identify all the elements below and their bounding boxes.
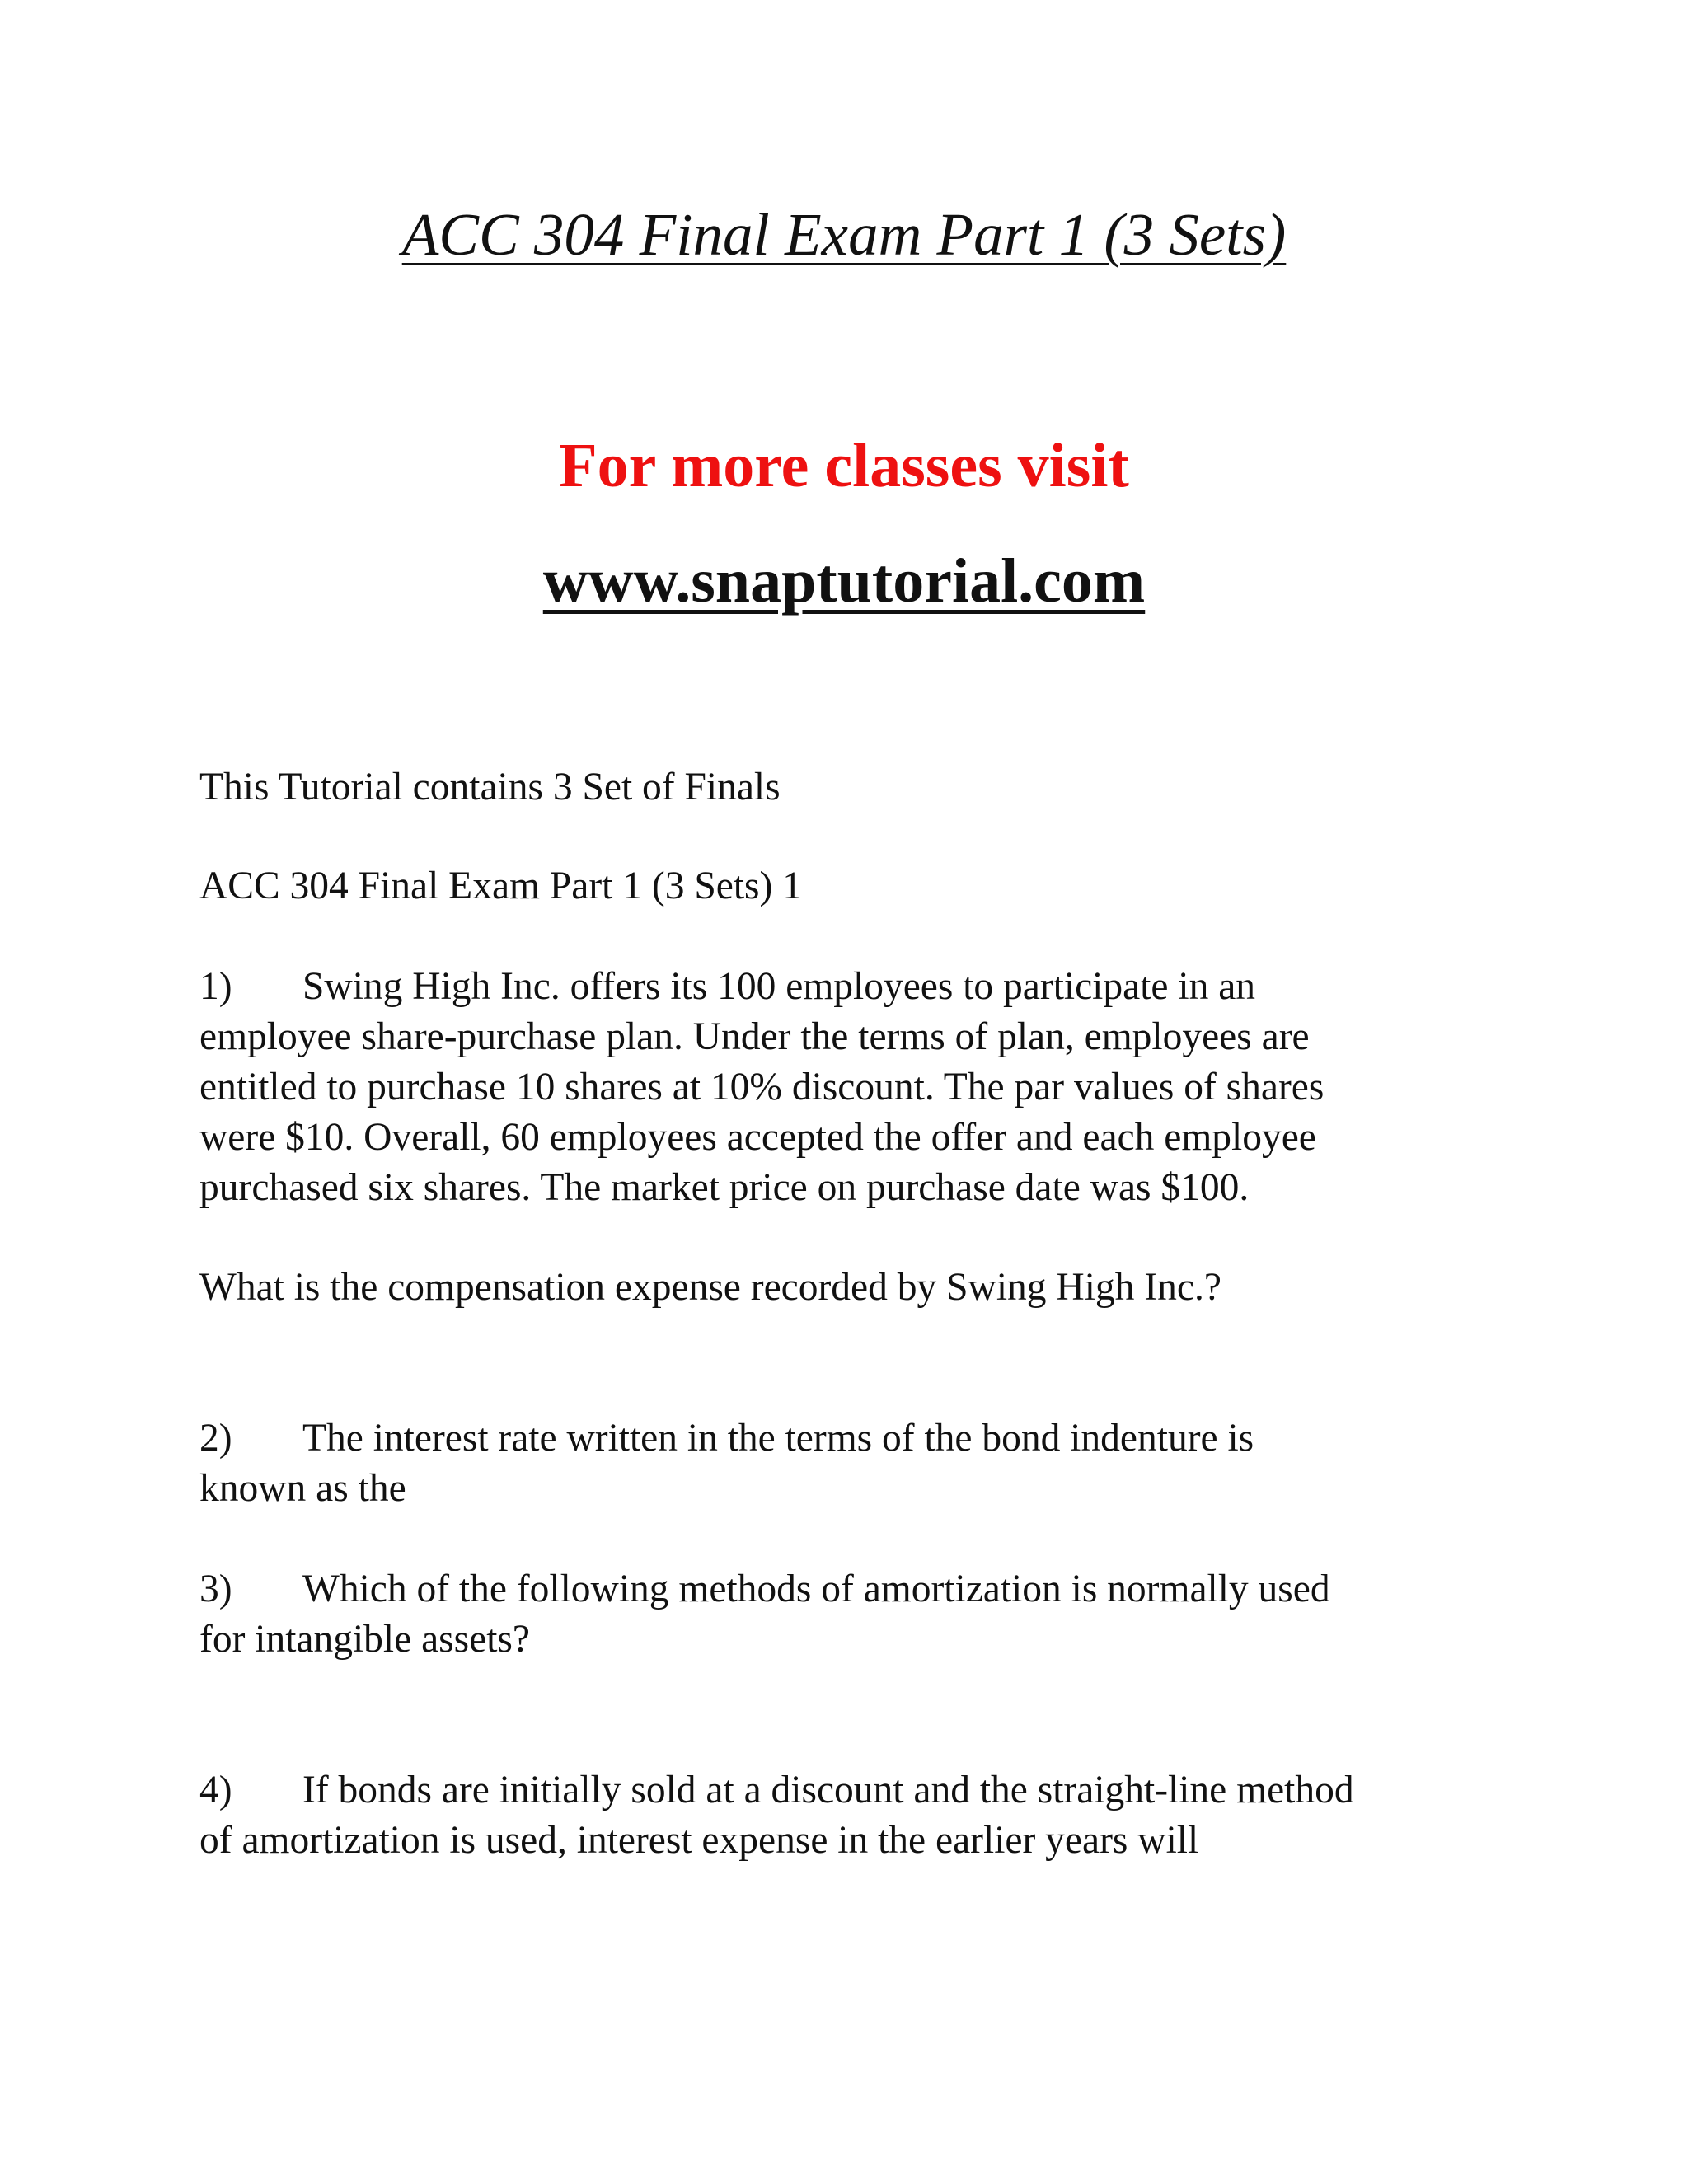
question-text: of amortization is used, interest expense in the earlier years will xyxy=(199,1819,1199,1862)
intro-text: This Tutorial contains 3 Set of Finals xyxy=(199,766,781,808)
question-1-first-line xyxy=(199,962,1324,1012)
question-text: known as the xyxy=(199,1467,406,1510)
question-3-first-line xyxy=(199,1564,1330,1615)
question-text: employee share-purchase plan. Under the terms of plan, employees are xyxy=(199,1015,1310,1058)
document-title: ACC 304 Final Exam Part 1 (3 Sets) xyxy=(401,201,1287,268)
question-4 xyxy=(199,1765,1354,1866)
question-2 xyxy=(199,1413,1254,1514)
promo-text: For more classes visit xyxy=(559,431,1129,500)
website-link[interactable]: www.snaptutorial.com xyxy=(542,546,1146,616)
question-2-first-line xyxy=(199,1413,1254,1464)
question-text: The interest rate written in the terms of the bond indenture is xyxy=(302,1417,1254,1460)
question-text: If bonds are initially sold at a discount and the straight-line method xyxy=(302,1769,1354,1811)
question-text: entitled to purchase 10 shares at 10% discount. The par values of shares xyxy=(199,1066,1325,1108)
question-text: were $10. Overall, 60 employees accepted the offer and each employee xyxy=(199,1116,1316,1159)
question-3 xyxy=(199,1564,1330,1665)
set-heading: ACC 304 Final Exam Part 1 (3 Sets) 1 xyxy=(199,865,802,907)
question-number: 1) xyxy=(199,965,232,1008)
question-text: Swing High Inc. offers its 100 employees to participate in an xyxy=(302,965,1256,1008)
question-number: 3) xyxy=(199,1568,232,1610)
question-text: purchased six shares. The market price on purchase date was $100. xyxy=(199,1166,1250,1209)
question-1-follow-up: What is the compensation expense recorded by Swing High Inc.? xyxy=(199,1266,1221,1309)
question-number: 2) xyxy=(199,1417,232,1460)
question-4-first-line xyxy=(199,1765,1354,1816)
question-text: Which of the following methods of amortization is normally used xyxy=(302,1568,1330,1610)
question-1 xyxy=(199,962,1324,1213)
question-number: 4) xyxy=(199,1769,232,1811)
question-text: for intangible assets? xyxy=(199,1618,530,1661)
